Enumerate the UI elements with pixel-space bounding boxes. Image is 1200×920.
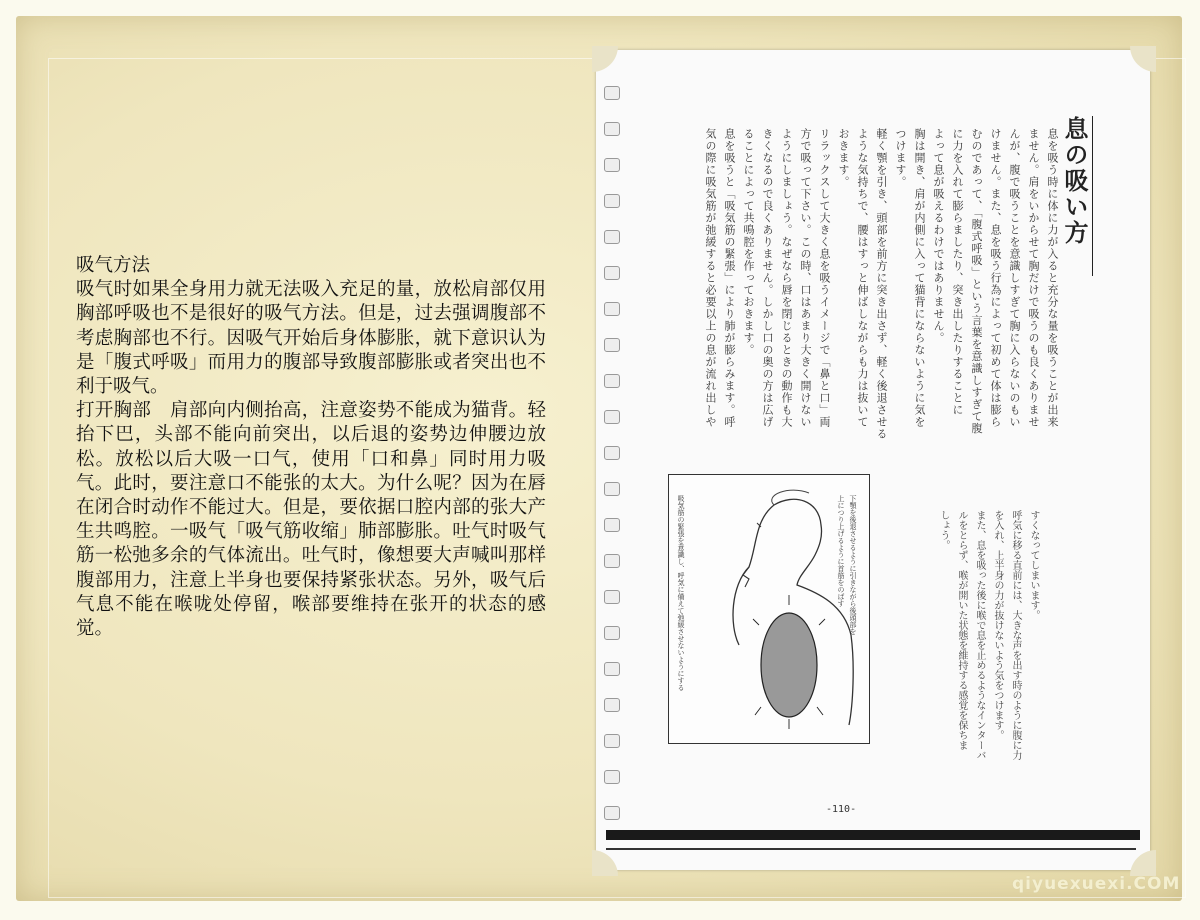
binding-ring (604, 626, 620, 640)
scan-text-column: ルをとらず、喉が開いた状態を維持する感覚を保ちま (956, 510, 967, 750)
binding-ring (604, 770, 620, 784)
binding-ring (604, 482, 620, 496)
scan-text-column: 呼気に移る直前には、大きな声を出す時のように腹に力 (1010, 510, 1021, 760)
scan-edge-shadow (606, 830, 1140, 840)
binding-ring (604, 518, 620, 532)
scan-text-column: 軽く顎を引き、頭部を前方に突き出さず、軽く後退させる (875, 128, 888, 440)
binding-ring (604, 446, 620, 460)
binding-ring (604, 734, 620, 748)
scan-text-column: を入れ、上半身の力が抜けないよう気をつけます。 (992, 510, 1003, 740)
scan-text-column: んが、腹で吸うことを意識しすぎて胸に入らないのもい (1008, 128, 1021, 428)
binding-ring (604, 338, 620, 352)
breathing-diagram (669, 475, 869, 743)
scan-text-column: きくなるので良くありません。しかし口の奥の方は広げ (761, 128, 774, 428)
figure-caption: 吸気筋の緊張を意識し、呼気に備えて弛緩させないようにする (677, 495, 685, 691)
binding-ring (604, 662, 620, 676)
scan-text-column: 気の際に吸気筋が弛緩すると必要以上の息が流れ出しや (704, 128, 717, 428)
scan-text-column: けません。また、息を吸う行為によって初めて体は膨ら (989, 128, 1002, 428)
section-heading: 吸气方法 (76, 255, 151, 276)
scan-text-column: 方で吸って下さい。この時、口はあまり大きく開けない (799, 128, 812, 428)
scan-edge-shadow (606, 848, 1136, 850)
scan-text-column: おきます。 (837, 128, 850, 188)
binding-ring (604, 194, 620, 208)
binding-ring (604, 230, 620, 244)
scan-text-column: 息を吸う時に体に力が入ると充分な量を吸うことが出来 (1046, 128, 1059, 428)
scan-title: 息の吸い方 (1066, 116, 1093, 276)
binding-ring (604, 410, 620, 424)
binding-ring (604, 86, 620, 100)
paragraph-2: 打开胸部 肩部向内侧抬高，注意姿势不能成为猫背。轻抬下巴，头部不能向前突出，以后退的姿势边伸腰边放松。放松以后大吸一口气，使用「口和鼻」同时用力吸气。此时，要注意口不能张的太大。为什么呢？因为在唇在闭合时动作不能过大。但是，要依据口腔内部的张大产生共鸣腔。一吸气「吸气筋收缩」肺部膨胀。吐气时吸气筋一松弛多余的气体流出。吐气时，像想要大声喊叫那样腹部用力，注意上半身也要保持紧张状态。另外，吸气后气息不能在喉咙处停留，喉部要维持在张开的状态的感觉。 (76, 400, 546, 640)
binding-ring (604, 590, 620, 604)
site-watermark: qiyuexuexi.COM (1012, 874, 1181, 894)
binding-ring (604, 374, 620, 388)
binding-ring (604, 158, 620, 172)
scan-text-column: むのであって、「腹式呼吸」という言葉を意識しすぎて腹 (970, 128, 983, 435)
binding-ring (604, 302, 620, 316)
scan-text-column: ような気持ちで、腰はすっと伸ばしながらも力は抜いて (856, 128, 869, 428)
binding-ring (604, 554, 620, 568)
binding-ring (604, 806, 620, 820)
scan-text-column: ようにしましょう。なぜなら唇を閉じるときの動作も大 (780, 128, 793, 428)
binding-ring (604, 122, 620, 136)
chinese-text-block (76, 254, 546, 641)
scan-text-column: 胸は開き、肩が内側に入って猫背にならないように気を (913, 128, 926, 428)
anatomy-figure (668, 474, 870, 744)
scan-page-number: -110- (826, 804, 857, 815)
scan-text-column: ません。肩をいからせて胸だけで吸うのも良くありませ (1027, 128, 1040, 428)
scan-text-column: つけます。 (894, 128, 907, 188)
binding-ring (604, 266, 620, 280)
scan-text-column: ることによって共鳴腔を作っておきます。 (742, 128, 755, 356)
scan-text-column: 息を吸うと「吸気筋の緊張」により肺が膨らみます。呼 (723, 128, 736, 428)
scan-text-column: に力を入れて膨らましたり、突き出したりすることに (951, 128, 964, 416)
figure-caption: 下顎を後退させるように引きながら後頭部を (849, 495, 857, 635)
scan-text-column: よって息が吸えるわけではありません。 (932, 128, 945, 344)
scanned-page-image (596, 50, 1150, 870)
figure-caption: 上につり上げるように首筋をのばす (837, 495, 845, 607)
scan-text-column: また、息を吸った後に喉で息を止めるようなインターバ (974, 510, 985, 760)
scan-text-column: しょう。 (938, 510, 949, 550)
scan-text-column: リラックスして大きく息を吸うイメージで「鼻と口」両 (818, 128, 831, 428)
paragraph-1: 吸气时如果全身用力就无法吸入充足的量，放松肩部仅用胸部呼吸也不是很好的吸气方法。但是，过去强调腹部不考虑胸部也不行。因吸气开始后身体膨胀，就下意识认为是「腹式呼吸」而用力的腹部导致腹部膨胀或者突出也不利于吸气。 (76, 279, 546, 398)
binding-ring (604, 698, 620, 712)
scan-text-column: すくなってしまいます。 (1028, 510, 1039, 620)
